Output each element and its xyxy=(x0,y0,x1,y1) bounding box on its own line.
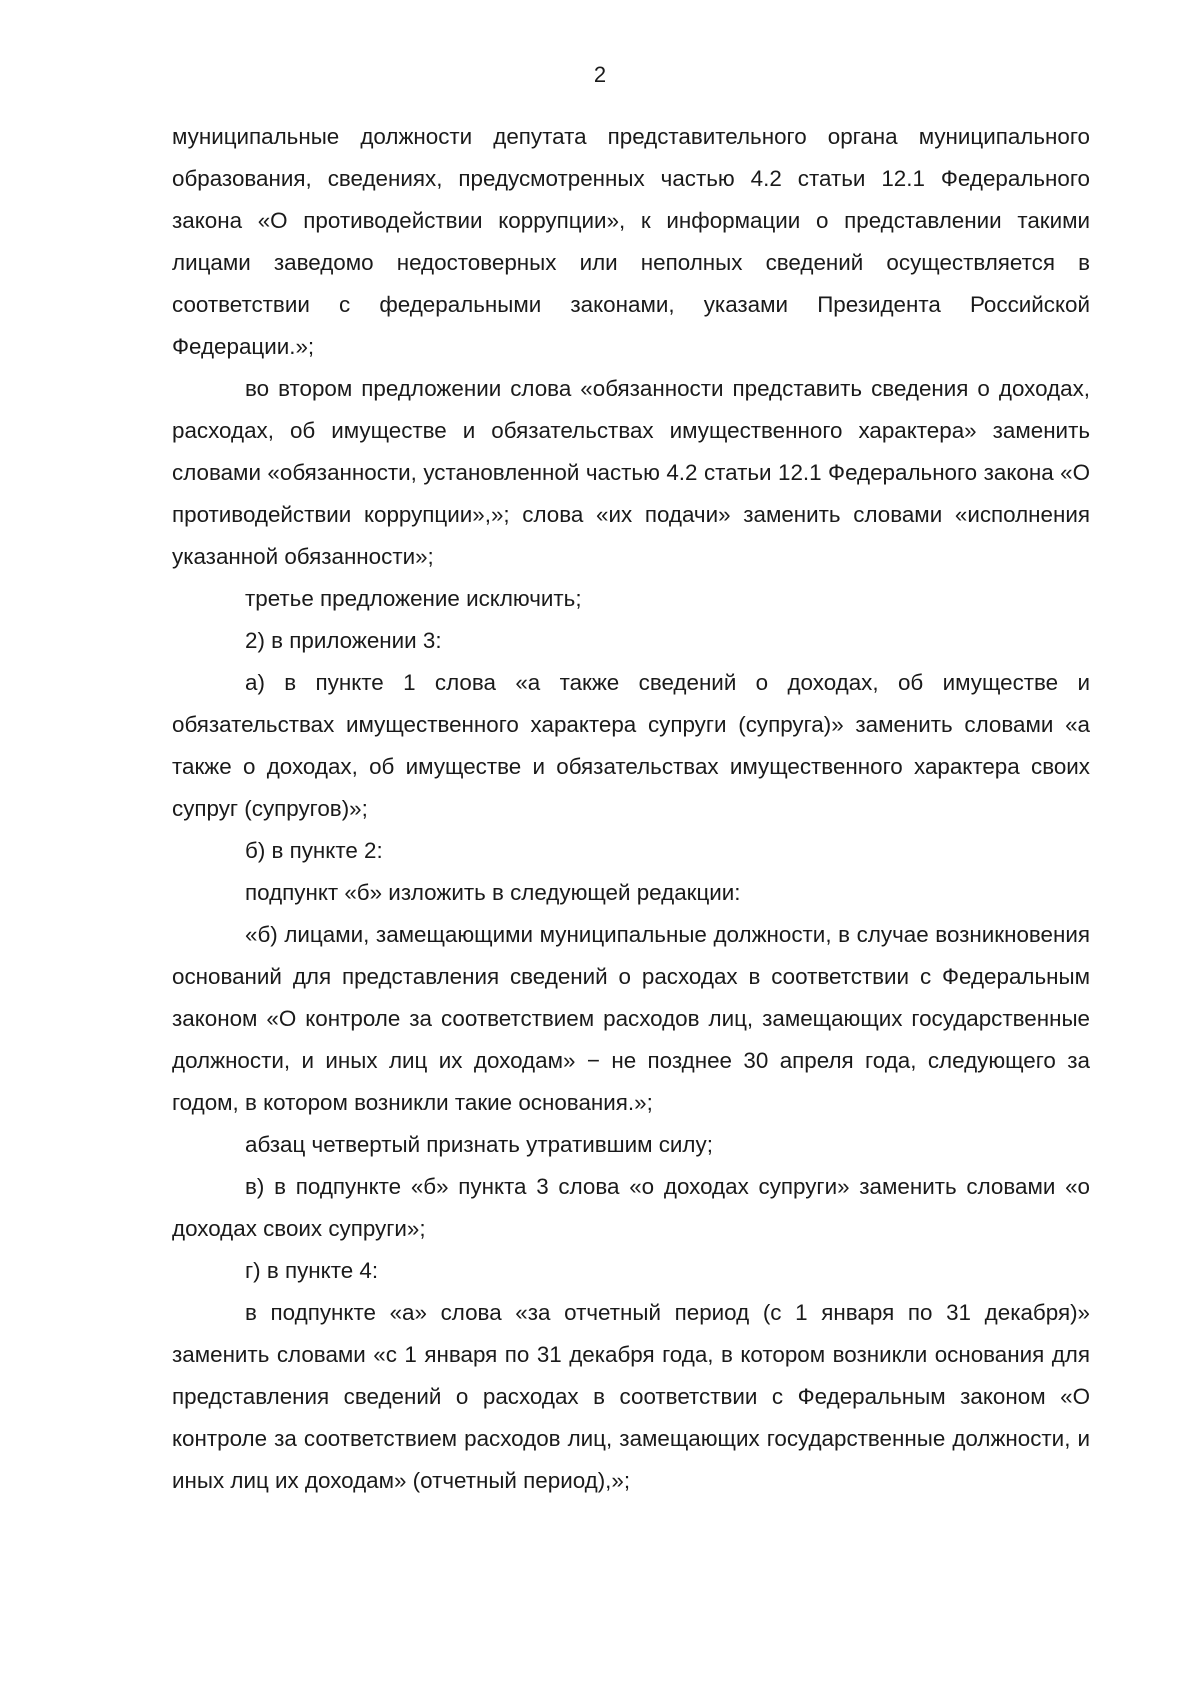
page-number: 2 xyxy=(593,62,607,87)
paragraph: б) в пункте 2: xyxy=(245,838,383,863)
paragraph: во втором предложении слова «обязанности представить сведения о доходах, расходах, об имуществе и обязательствах имущественного характера» заменить словами «обязанности, установленной частью 4.2 статьи 12.1 Федерального закона «О противодействии коррупции»,»; слова «их подачи» заменить словами «исполнения указанной обязанности»; xyxy=(172,376,1090,569)
document-body xyxy=(172,116,1090,1502)
paragraph: 2) в приложении 3: xyxy=(245,628,442,653)
paragraph: в) в подпункте «б» пункта 3 слова «о доходах супруги» заменить словами «о доходах своих супруги»; xyxy=(172,1174,1090,1241)
paragraph: подпункт «б» изложить в следующей редакции: xyxy=(245,880,741,905)
paragraph: в подпункте «а» слова «за отчетный период (с 1 января по 31 декабря)» заменить словами «с 1 января по 31 декабря года, в котором возникли основания для представления сведений о расходах в соответствии с Федеральным законом «О контроле за соответствием расходов лиц, замещающих государственные должности, и иных лиц их доходам» (отчетный период),»; xyxy=(172,1300,1090,1493)
paragraph: г) в пункте 4: xyxy=(245,1258,379,1283)
paragraph: «б) лицами, замещающими муниципальные должности, в случае возникновения оснований для представления сведений о расходах в соответствии с Федеральным законом «О контроле за соответствием расходов лиц, замещающих государственные должности, и иных лиц их доходам» − не позднее 30 апреля года, следующего за годом, в котором возникли такие основания.»; xyxy=(172,922,1090,1115)
paragraph: абзац четвертый признать утратившим силу; xyxy=(245,1132,713,1157)
paragraph: третье предложение исключить; xyxy=(245,586,582,611)
paragraph: а) в пункте 1 слова «а также сведений о доходах, об имуществе и обязательствах имущественного характера супруги (супруга)» заменить словами «а также о доходах, об имуществе и обязательствах имущественного характера своих супруг (супругов)»; xyxy=(172,670,1090,821)
paragraph: муниципальные должности депутата представительного органа муниципального образования, сведениях, предусмотренных частью 4.2 статьи 12.1 Федерального закона «О противодействии коррупции», к информации о представлении такими лицами заведомо недостоверных или неполных сведений осуществляется в соответствии с федеральными законами, указами Президента Российской Федерации.»; xyxy=(172,124,1090,359)
